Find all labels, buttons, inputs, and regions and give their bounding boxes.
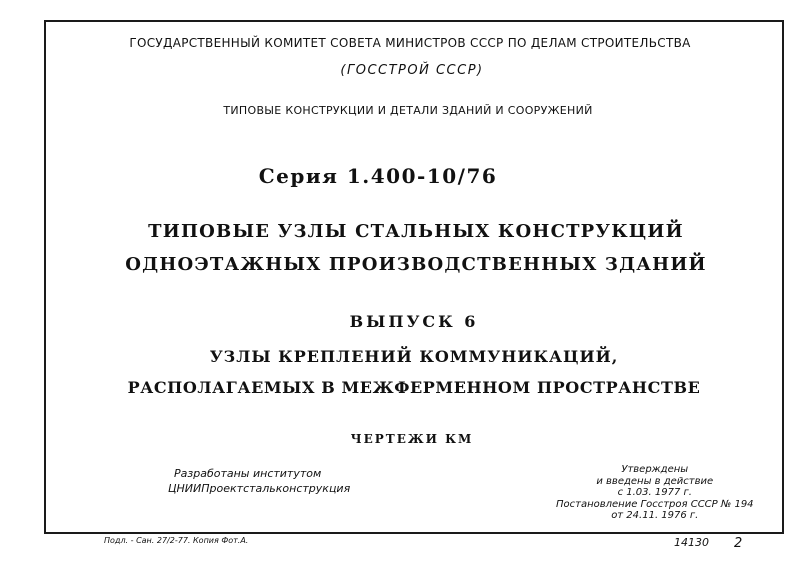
issue-number: ВЫПУСК 6	[349, 312, 479, 331]
archive-number: 14130	[674, 536, 709, 549]
developer-block	[168, 466, 350, 496]
gosstroy-abbreviation: (ГОССТРОЙ СССР)	[340, 63, 484, 78]
series-category: ТИПОВЫЕ КОНСТРУКЦИИ И ДЕТАЛИ ЗДАНИЙ И СООРУЖЕНИЙ	[223, 104, 593, 117]
issue-subject-line-2: РАСПОЛАГАЕМЫХ В МЕЖФЕРМЕННОМ ПРОСТРАНСТВЕ	[127, 378, 701, 397]
committee-heading: ГОСУДАРСТВЕННЫЙ КОМИТЕТ СОВЕТА МИНИСТРОВ СССР ПО ДЕЛАМ СТРОИТЕЛЬСТВА	[129, 36, 691, 50]
document-title-line-1: ТИПОВЫЕ УЗЛЫ СТАЛЬНЫХ КОНСТРУКЦИЙ	[148, 221, 684, 242]
issue-subject-line-1: УЗЛЫ КРЕПЛЕНИЙ КОММУНИКАЦИЙ,	[209, 347, 619, 366]
approval-date: с 1.03. 1977 г.	[617, 487, 692, 498]
approval-decree-date: от 24.11. 1976 г.	[611, 510, 699, 521]
document-title-line-2: ОДНОЭТАЖНЫХ ПРОИЗВОДСТВЕННЫХ ЗДАНИЙ	[125, 254, 707, 275]
drawings-type: ЧЕРТЕЖИ КМ	[350, 432, 474, 446]
sheet-number: 2	[734, 536, 743, 551]
series-number: Серия 1.400-10/76	[258, 164, 498, 188]
developer-institute: ЦНИИПроектстальконструкция	[168, 482, 351, 495]
approval-line-1: Утверждены	[621, 464, 689, 475]
approval-decree: Постановление Госстроя СССР № 194	[556, 498, 754, 510]
approval-line-2: и введены в действие	[596, 475, 714, 487]
developer-line-1: Разработаны институтом	[174, 467, 322, 480]
sheet-frame	[44, 20, 784, 534]
approval-block	[556, 464, 754, 522]
footer-copy-note: Подл. - Сан. 27/2-77. Копия Фот.А.	[104, 536, 249, 545]
